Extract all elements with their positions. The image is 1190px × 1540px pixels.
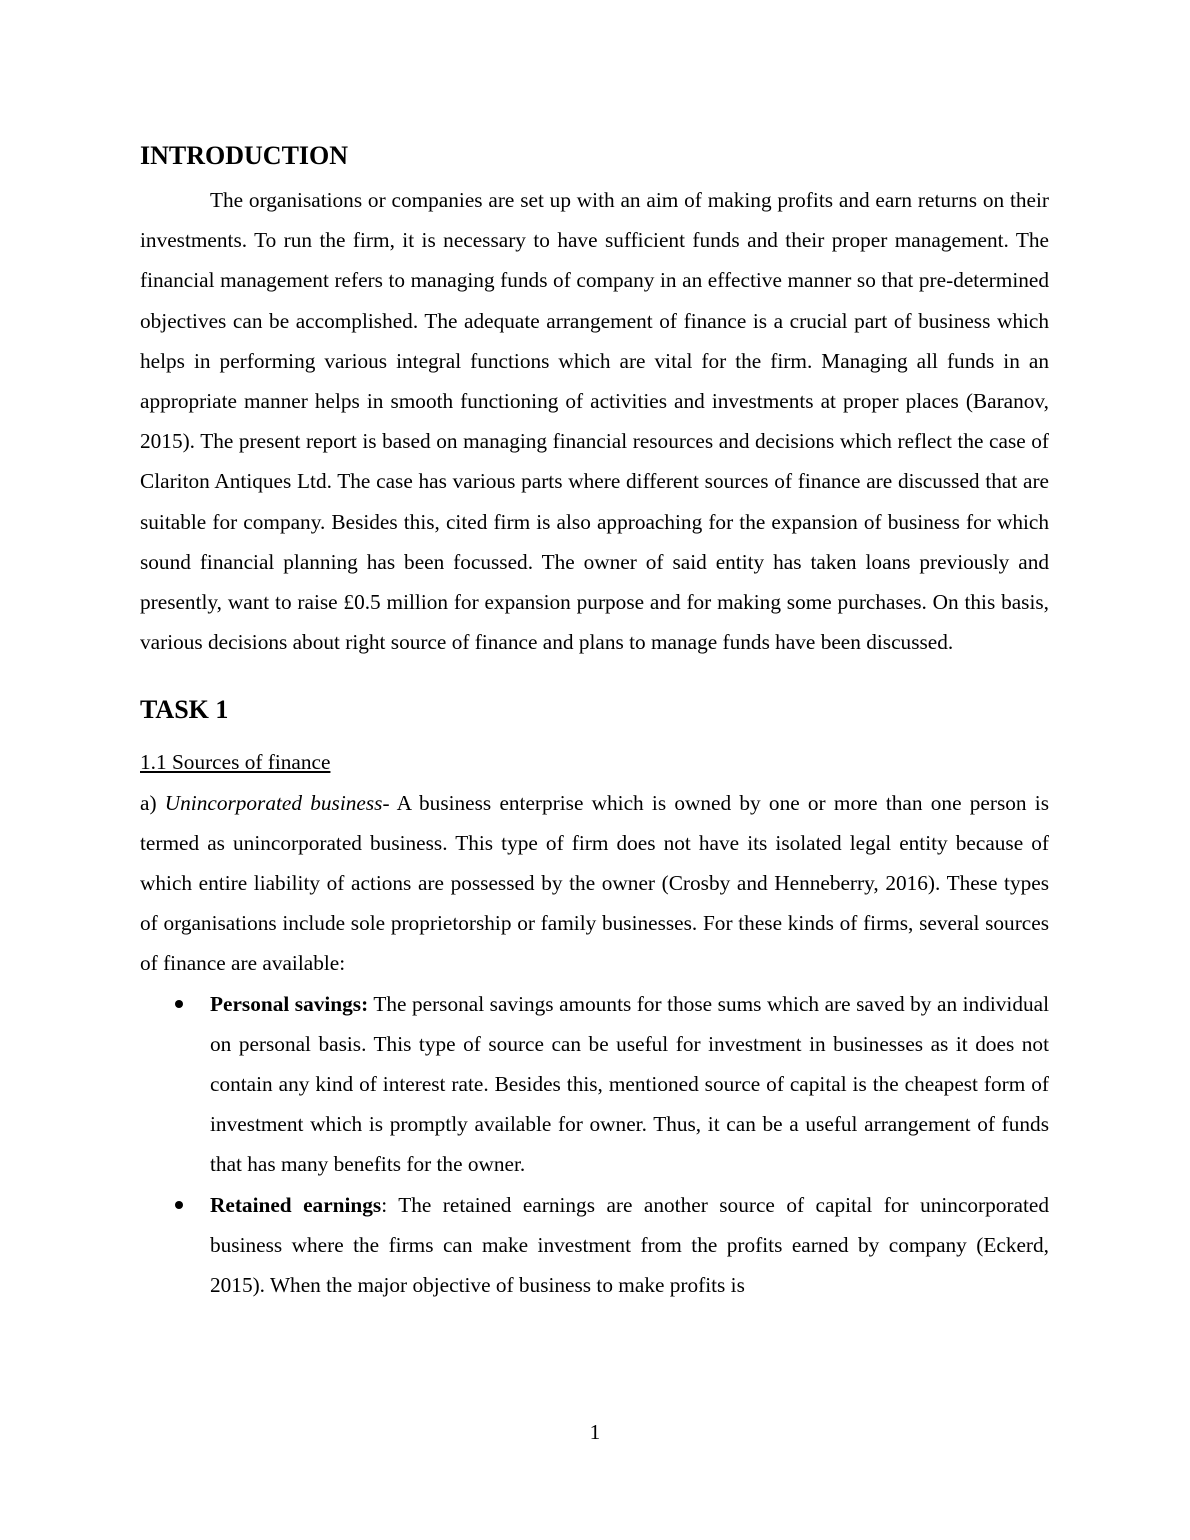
bullet-icon — [175, 1000, 183, 1008]
list-item — [140, 1185, 1049, 1306]
page-number: 1 — [589, 1420, 601, 1444]
unincorporated-business-paragraph — [140, 783, 1049, 984]
unincorporated-business-text: - A business enterprise which is owned by one or more than one person is termed as unincorporated business. This type of firm does not have its isolated legal entity because of which entire liability of actions are possessed by the owner (Crosby and Henneberry, 2016). These types of organisations include sole proprietorship or family businesses. For these kinds of firms, several sources of finance are available: — [140, 790, 1049, 976]
retained-earnings-term: Retained earnings — [210, 1192, 382, 1217]
personal-savings-term: Personal savings: — [210, 991, 369, 1016]
introduction-paragraph: The organisations or companies are set up with an aim of making profits and earn returns on their investments. To run the firm, it is necessary to have sufficient funds and their proper management. The financial management refers to managing funds of company in an effective manner so that pre-determined objectives can be accomplished. The adequate arrangement of finance is a crucial part of business which helps in performing various integral functions which are vital for the firm. Managing all funds in an appropriate manner helps in smooth functioning of activities and investments at proper places (Baranov, 2015). The present report is based on managing financial resources and decisions which reflect the case of Clariton Antiques Ltd. The case has various parts where different sources of finance are discussed that are suitable for company. Besides this, cited firm is also approaching for the expansion of business for which sound financial planning has been focussed. The owner of said entity has taken loans previously and presently, want to raise £0.5 million for expansion purpose and for making some purchases. On this basis, various decisions about right source of finance and plans to manage funds have been discussed. — [140, 188, 1049, 655]
bullet-icon — [175, 1201, 183, 1209]
paragraph-prefix: a) — [140, 790, 165, 815]
introduction-heading: INTRODUCTION — [140, 141, 349, 170]
task-1-heading: TASK 1 — [140, 695, 229, 725]
sources-of-finance-subheading: 1.1 Sources of finance — [140, 750, 331, 775]
list-item — [140, 984, 1049, 1185]
finance-sources-list — [140, 984, 1049, 1306]
page-content — [140, 138, 1049, 1305]
unincorporated-business-term: Unincorporated business — [164, 790, 383, 815]
personal-savings-text: The personal savings amounts for those sums which are saved by an individual on personal basis. This type of source can be useful for investment in businesses as it does not contain any kind of interest rate. Besides this, mentioned source of capital is the cheapest form of investment which is promptly available for owner. Thus, it can be a useful arrangement of funds that has many benefits for the owner. — [210, 991, 1049, 1177]
retained-earnings-text: : The retained earnings are another source of capital for unincorporated business where the firms can make investment from the profits earned by company (Eckerd, 2015). When the major objective of business to make profits is — [210, 1192, 1049, 1298]
